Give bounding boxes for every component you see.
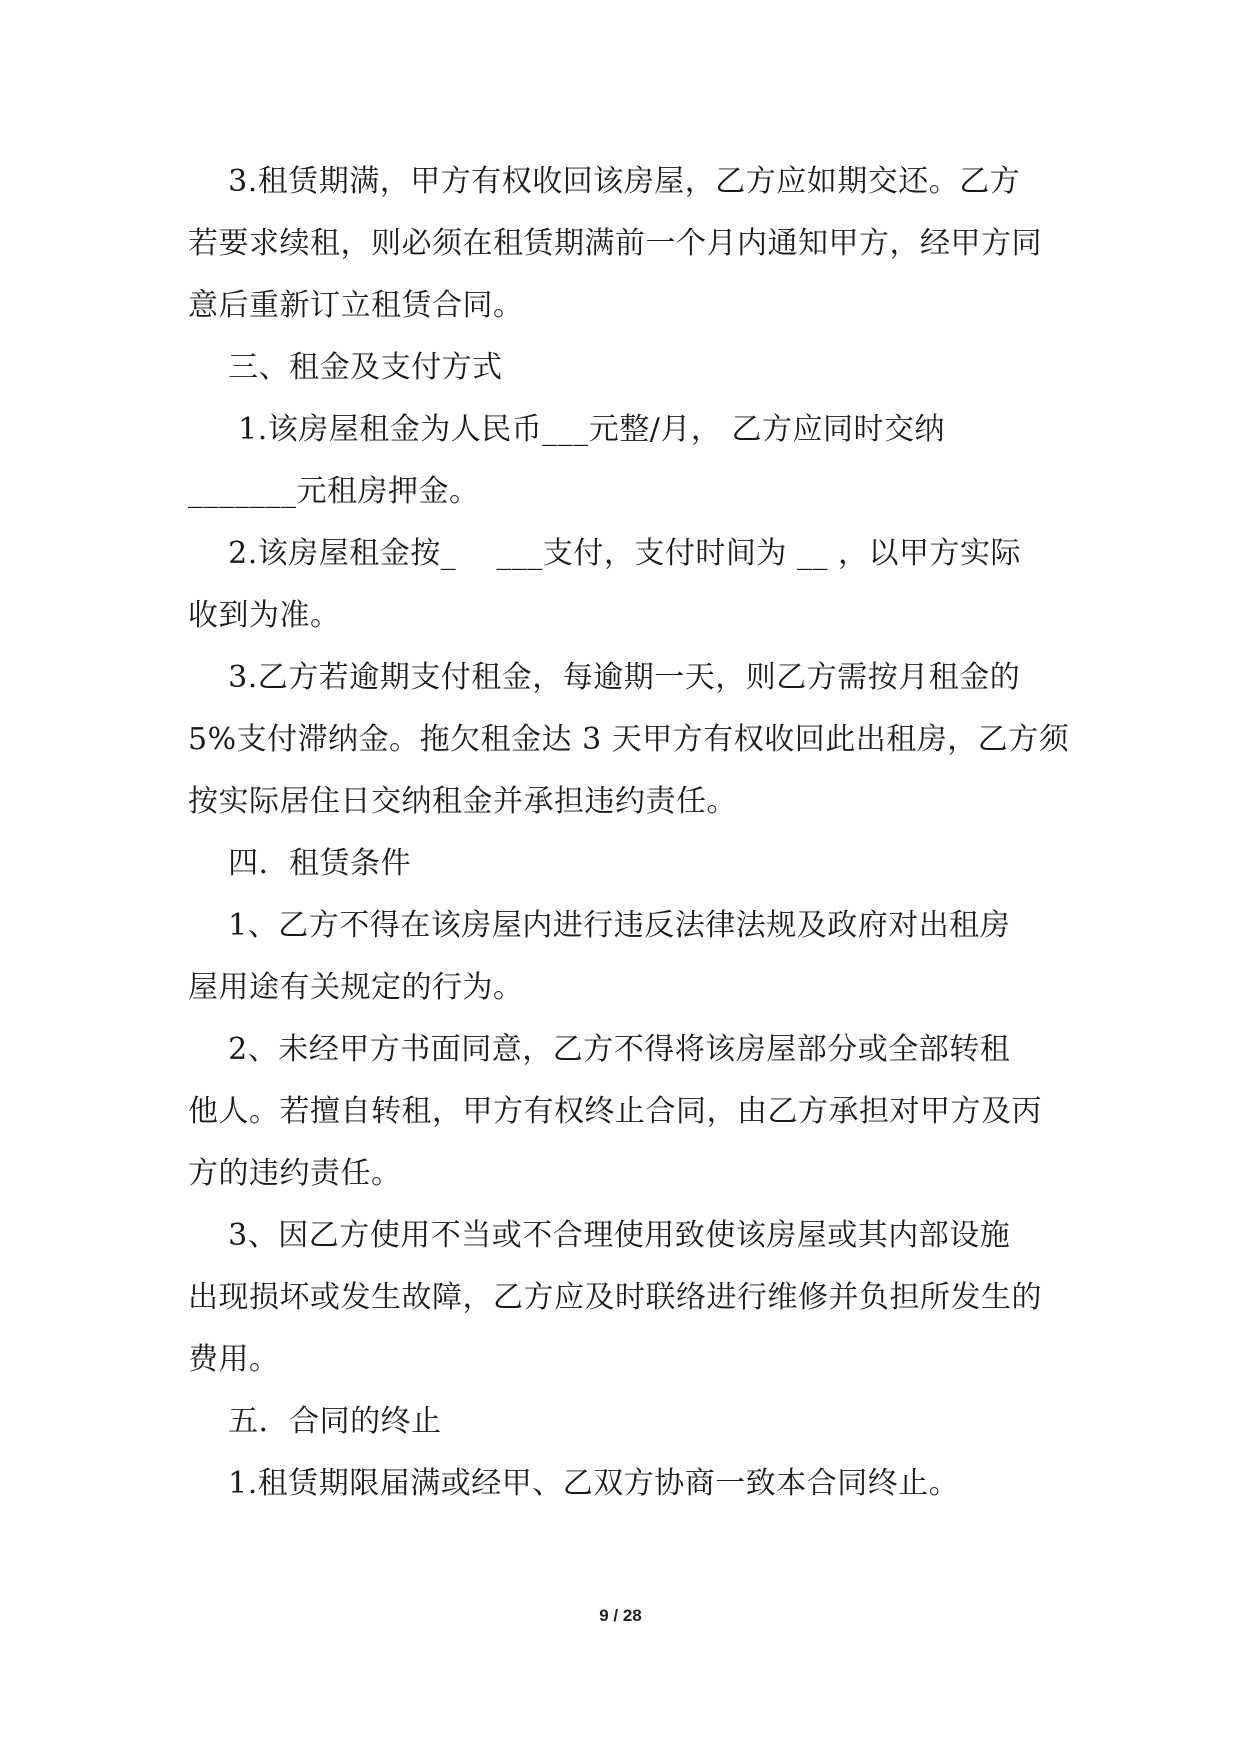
page-number: 9 / 28: [599, 1606, 642, 1625]
text-line: 1.租赁期限届满或经甲、乙双方协商一致本合同终止。: [188, 1466, 960, 1501]
text-line: 3、因乙方使用不当或不合理使用致使该房屋或其内部设施: [188, 1218, 1011, 1253]
text-line: 意后重新订立租赁合同。: [188, 288, 524, 323]
text-line: 费用。: [188, 1342, 280, 1377]
text-line: _______元租房押金。: [188, 474, 480, 509]
section-heading-rent-payment: 三、租金及支付方式: [188, 350, 503, 385]
text-line: 1、乙方不得在该房屋内进行违反法律法规及政府对出租房: [188, 908, 1011, 943]
text-line: 按实际居住日交纳租金并承担违约责任。: [188, 784, 737, 819]
text-line: 出现损坏或发生故障，乙方应及时联络进行维修并负担所发生的: [188, 1280, 1042, 1315]
text-line: 2.该房屋租金按_ ___支付，支付时间为 __ ，以甲方实际: [188, 536, 1021, 571]
text-line: 他人。若擅自转租，甲方有权终止合同，由乙方承担对甲方及丙: [188, 1094, 1042, 1129]
text-line: 2、未经甲方书面同意，乙方不得将该房屋部分或全部转租: [188, 1032, 1011, 1067]
section-heading-lease-conditions: 四．租赁条件: [188, 846, 412, 881]
text-line: 收到为准。: [188, 598, 341, 633]
text-line: 1.该房屋租金为人民币___元整/月， 乙方应同时交纳: [188, 412, 945, 447]
text-line: 屋用途有关规定的行为。: [188, 970, 524, 1005]
text-line: 3.乙方若逾期支付租金，每逾期一天，则乙方需按月租金的: [188, 660, 1021, 695]
text-line: 5%支付滞纳金。拖欠租金达 3 天甲方有权收回此出租房，乙方须: [188, 722, 1070, 757]
text-line: 方的违约责任。: [188, 1156, 402, 1191]
section-heading-termination: 五．合同的终止: [188, 1404, 442, 1439]
text-line: 若要求续租，则必须在租赁期满前一个月内通知甲方，经甲方同: [188, 226, 1042, 261]
text-line: 3.租赁期满，甲方有权收回该房屋，乙方应如期交还。乙方: [188, 164, 1021, 199]
